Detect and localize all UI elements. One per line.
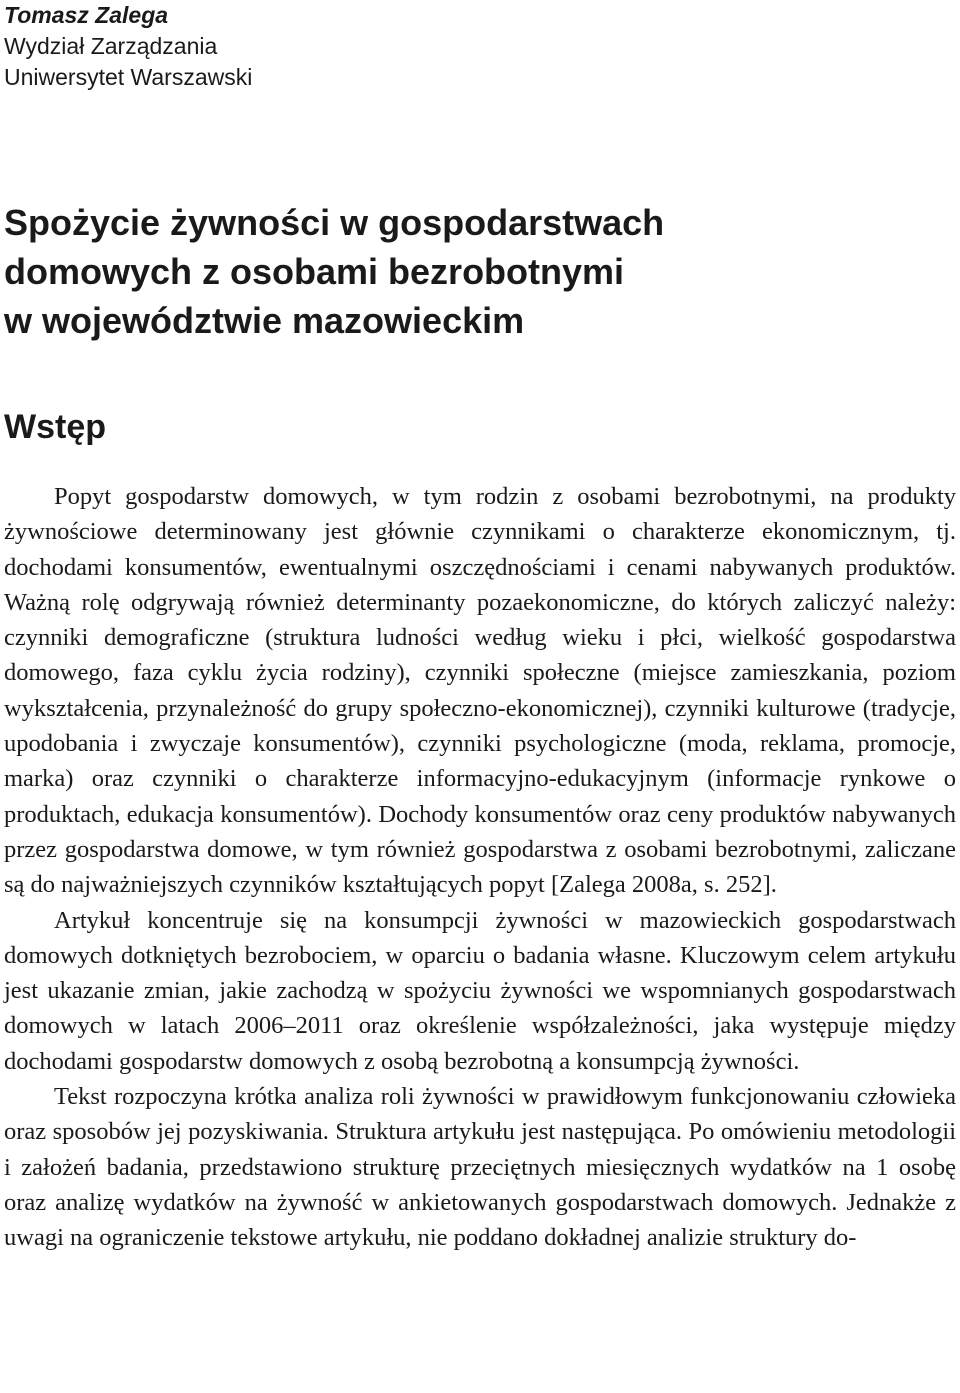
- author-block: [4, 0, 954, 93]
- document-page: [4, 0, 956, 1252]
- department: Wydział Zarządzania: [4, 33, 218, 59]
- body-text: [4, 479, 956, 1256]
- paragraph: Tekst rozpoczyna krótka analiza roli żywności w prawidłowym funkcjonowaniu człowieka oraz sposobów jej pozyskiwania. Struktura artykułu jest następująca. Po omówieniu metodologii i założeń badania, przedstawiono strukturę przeciętnych miesięcznych wydatków na 1 osobę oraz analizę wydatków na żywność w ankietowanych gospodarstwach domowych. Jednakże z uwagi na ograniczenie tekstowe artykułu, nie poddano dokładnej analizie struktury do-: [4, 1083, 956, 1252]
- title-line: Spożycie żywności w gospodarstwach: [4, 202, 665, 243]
- paragraph: Artykuł koncentruje się na konsumpcji żywności w mazowieckich gospodarstwach domowych dotkniętych bezrobociem, w oparciu o badania własne. Kluczowym celem artykułu jest ukazanie zmian, jakie zachodzą w spożyciu żywności we wspomnianych gospodarstwach domowych w latach 2006–2011 oraz określenie współzależności, jaka występuje między dochodami gospodarstw domowych z osobą bezrobotną a konsumpcją żywności.: [4, 906, 956, 1075]
- article-title: [4, 198, 904, 345]
- author-name: Tomasz Zalega: [4, 2, 169, 28]
- paragraph: Popyt gospodarstw domowych, w tym rodzin z osobami bezrobotnymi, na produkty żywnościowe determinowany jest głównie czynnikami o charakterze ekonomicznym, tj. dochodami konsumentów, ewentualnymi oszczędnościami i cenami nabywanych produktów. Ważną rolę odgrywają również determinanty pozaekonomiczne, do których zaliczyć należy: czynniki demograficzne (struktura ludności według wieku i płci, wielkość gospodarstwa domowego, faza cyklu życia rodziny), czynniki społeczne (miejsce zamieszkania, poziom wykształcenia, przynależność do grupy społeczno-ekonomicznej), czynniki kulturowe (tradycje, upodobania i zwyczaje konsumentów), czynniki psychologiczne (moda, reklama, promocje, marka) oraz czynniki o charakterze informacyjno-edukacyjnym (informacje rynkowe o produktach, edukacja konsumentów). Dochody konsumentów oraz ceny produktów nabywanych przez gospodarstwa domowe, w tym również gospodarstwa z osobami bezrobotnymi, zaliczane są do najważniejszych czynników kształtujących popyt [Zalega 2008a, s. 252].: [4, 483, 956, 899]
- university: Uniwersytet Warszawski: [4, 64, 253, 90]
- title-line: w województwie mazowieckim: [4, 300, 525, 341]
- section-heading: Wstęp: [4, 408, 106, 446]
- title-line: domowych z osobami bezrobotnymi: [4, 251, 625, 292]
